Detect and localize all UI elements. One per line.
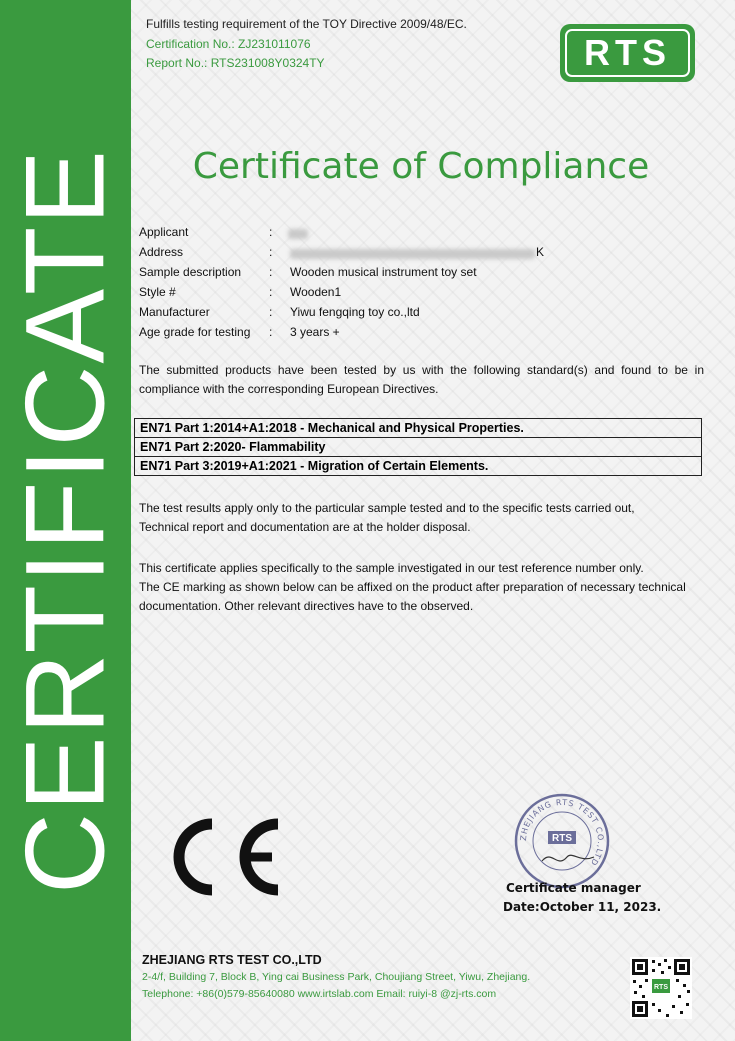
age-grade-value: 3 years + bbox=[290, 325, 340, 339]
intro-paragraph: The submitted products have been tested by us with the following standard(s) and found to be in compliance with the corresponding European Directives. bbox=[139, 363, 704, 396]
footer-address: 2-4/f, Building 7, Block B, Ying cai Business Park, Choujiang Street, Yiwu, Zhejiang. bbox=[142, 971, 531, 983]
applicability-line-3: documentation. Other relevant directives have to the observed. bbox=[139, 599, 474, 613]
rts-logo bbox=[560, 24, 695, 82]
sidebar-vertical-text: CERTIFICATE bbox=[2, 148, 128, 894]
address-label: Address bbox=[139, 245, 184, 259]
seal-center-text: RTS bbox=[552, 833, 572, 844]
report-number: Report No.: RTS231008Y0324TY bbox=[146, 56, 325, 70]
results-line-1: The test results apply only to the particular sample tested and to the specific tests carried out, bbox=[139, 501, 635, 515]
applicant-redacted bbox=[288, 229, 308, 239]
address-redacted bbox=[290, 249, 535, 259]
certificate-manager-label: Certificate manager bbox=[506, 881, 641, 895]
address-value: K bbox=[536, 245, 545, 259]
footer-contact: Telephone: +86(0)579-85640080 www.irtslab.com Email: ruiyi-8 @zj-rts.com bbox=[142, 988, 497, 1000]
applicant-label: Applicant bbox=[139, 225, 189, 239]
seal-ring-text: ZHEJIANG RTS TEST CO.,LTD bbox=[518, 797, 606, 868]
applicability-line-2: The CE marking as shown below can be affixed on the product after preparation of necessary technical bbox=[139, 580, 686, 594]
qr-code-icon bbox=[630, 957, 692, 1019]
style-value: Wooden1 bbox=[290, 285, 342, 299]
rts-logo-text: RTS bbox=[565, 29, 690, 77]
results-line-2: Technical report and documentation are at the holder disposal. bbox=[139, 520, 471, 534]
standards-table bbox=[134, 418, 702, 476]
style-label: Style # bbox=[139, 285, 176, 299]
standard-row: EN71 Part 1:2014+A1:2018 - Mechanical and Physical Properties. bbox=[135, 419, 701, 438]
sample-description-colon: : bbox=[269, 265, 273, 279]
footer-company-name: ZHEJIANG RTS TEST CO.,LTD bbox=[142, 953, 322, 967]
standard-row: EN71 Part 2:2020- Flammability bbox=[135, 438, 701, 457]
age-grade-label: Age grade for testing bbox=[139, 325, 251, 339]
applicability-line-1: This certificate applies specifically to the sample investigated in our test reference number only. bbox=[139, 561, 644, 575]
directive-line: Fulfills testing requirement of the TOY Directive 2009/48/EC. bbox=[146, 17, 467, 31]
address-colon: : bbox=[269, 245, 273, 259]
standard-row: EN71 Part 3:2019+A1:2021 - Migration of Certain Elements. bbox=[140, 459, 489, 473]
applicant-colon: : bbox=[269, 225, 273, 239]
age-grade-colon: : bbox=[269, 325, 273, 339]
style-colon: : bbox=[269, 285, 273, 299]
certification-number: Certification No.: ZJ231011076 bbox=[146, 37, 311, 51]
sample-description-value: Wooden musical instrument toy set bbox=[290, 265, 477, 279]
ce-mark-icon bbox=[160, 812, 290, 902]
manufacturer-colon: : bbox=[269, 305, 273, 319]
certificate-sidebar bbox=[0, 0, 131, 1041]
certificate-title: Certificate of Compliance bbox=[192, 146, 650, 187]
manufacturer-value: Yiwu fengqing toy co.,ltd bbox=[290, 305, 420, 319]
qr-center-text: RTS bbox=[654, 984, 668, 991]
issue-date: Date:October 11, 2023. bbox=[503, 900, 662, 914]
company-seal-stamp bbox=[512, 791, 612, 891]
manufacturer-label: Manufacturer bbox=[139, 305, 210, 319]
sample-description-label: Sample description bbox=[139, 265, 242, 279]
